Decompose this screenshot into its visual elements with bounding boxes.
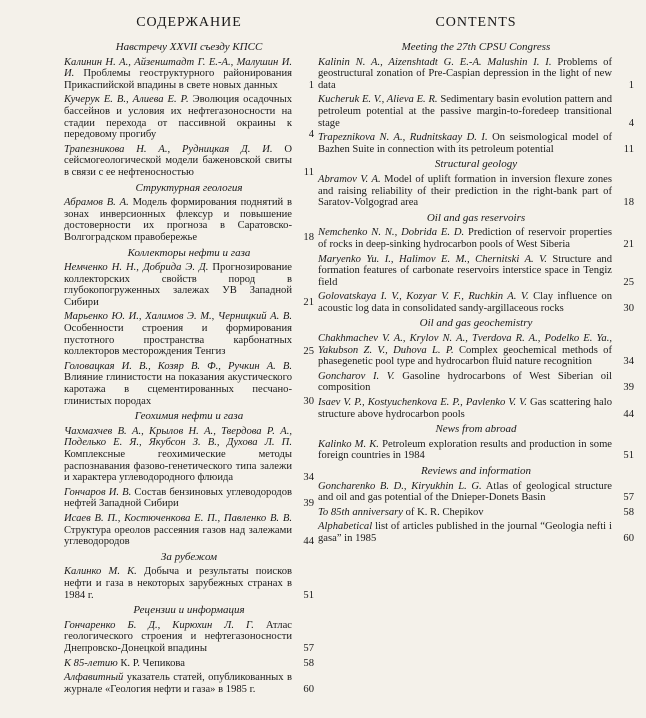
toc-entry — [64, 197, 314, 243]
entry-text — [318, 174, 612, 209]
entry-authors: Goncharov I. V. — [318, 370, 395, 382]
toc-entry — [64, 361, 314, 407]
entry-authors: Трапезникова Н. А., Рудницкая Д. И. — [64, 143, 273, 155]
toc-entry — [64, 566, 314, 601]
russian-sections — [64, 42, 314, 695]
entry-authors: Goncharenko B. D., Kiryukhin L. G. — [318, 480, 482, 492]
entry-title: Особенности строения и формирования пустотного пространства карбонатных коллекторов месторождения Тенгиз — [64, 323, 292, 358]
entry-authors: Головацкая И. В., Козяр В. Ф., Ручкин А. В. — [64, 360, 292, 372]
toc-entry — [64, 513, 314, 548]
entry-page-number: 4 — [628, 117, 634, 129]
entry-page-number: 51 — [303, 589, 314, 601]
entry-authors: To 85th anniversary — [318, 506, 403, 518]
entry-page-number: 18 — [623, 197, 634, 209]
russian-contents-column — [64, 6, 314, 698]
entry-title: Модель формирования поднятий в зонах инверсионных флексур и повышение достоверности их прогноза в Саратовско-Волгоградском правобережье — [64, 197, 292, 243]
toc-entry — [318, 132, 634, 155]
entry-title: On seismological model of Bazhen Suite in connection with its petroleum potential — [318, 132, 613, 155]
entry-page-number: 25 — [623, 276, 634, 288]
entry-authors: Абрамов В. А. — [64, 197, 129, 209]
entry-text — [318, 94, 612, 129]
english-sections — [318, 42, 634, 545]
entry-text — [64, 311, 292, 357]
entry-title: Атлас геологического строения и нефтегазоносности Днепровско-Донецкой впадины — [64, 619, 292, 654]
entry-text — [64, 426, 292, 484]
entry-authors: Alphabetical — [318, 521, 373, 533]
entry-text — [318, 254, 612, 289]
entry-page-number: 11 — [303, 166, 314, 178]
entry-page-number: 57 — [303, 642, 314, 654]
toc-entry — [318, 291, 634, 314]
toc-entry — [318, 521, 634, 544]
entry-text — [318, 397, 612, 420]
toc-entry — [318, 254, 634, 289]
section-heading: Structural geology — [434, 158, 518, 171]
entry-authors: Исаев В. П., Костюченкова Е. П., Павленко В. В. — [64, 512, 292, 524]
entry-authors: Kalinin N. A., Aizenshtadt G. E.-A. Malushin I. I. — [318, 56, 552, 68]
toc-entry — [64, 487, 314, 510]
section-heading: Meeting the 27th CPSU Congress — [401, 41, 551, 53]
entry-authors: Гончаров И. В. — [64, 486, 132, 498]
entry-title: К. Р. Чепикова — [120, 657, 185, 669]
entry-title: Atlas of geological structure and oil and gas potential of the Dnieper-Donets Basin — [318, 480, 612, 504]
entry-authors: Kucheruk E. V., Alieva E. R. — [318, 94, 438, 106]
entry-authors: Калинин Н. А., Айзенштадт Г. Е.-А., Малушин И. И. — [64, 56, 292, 80]
english-contents-column — [318, 6, 634, 548]
toc-entry — [318, 174, 634, 209]
entry-text — [64, 144, 292, 179]
entry-page-number: 21 — [303, 296, 314, 308]
section-heading: Reviews and information — [421, 465, 531, 477]
entry-text — [318, 57, 612, 92]
section-heading: Коллекторы нефти и газа — [127, 246, 251, 259]
entry-title: Состав бензиновых углеводородов нефтей Западной Сибири — [64, 486, 292, 510]
entry-text — [318, 481, 612, 504]
toc-entry — [64, 94, 314, 140]
entry-title: Эволюция осадочных бассейнов и условия их нефтегазоносности на стадии перехода от пассивной окраины к передовому прогибу — [64, 94, 292, 141]
toc-entry — [64, 262, 314, 308]
entry-title: Model of uplift formation in inversion flexure zones and raising reliability of their prediction in the right-bank part of Saratov-Volgograd area — [318, 173, 612, 209]
entry-title: Gas scattering halo structure above hydrocarbon pools — [318, 397, 612, 420]
entry-page-number: 44 — [303, 536, 314, 548]
entry-text — [318, 132, 612, 155]
entry-title: Sedimentary basin evolution pattern and petroleum potential at the passive margin-to-foredeep transitional stage — [318, 94, 612, 129]
entry-authors: Марьенко Ю. И., Халимов Э. М., Черницкий А. В. — [64, 311, 292, 323]
entry-text — [64, 672, 292, 695]
toc-entry — [318, 94, 634, 129]
entry-page-number: 34 — [303, 472, 314, 484]
entry-page-number: 39 — [303, 498, 314, 510]
entry-page-number: 18 — [303, 231, 314, 243]
entry-title: Clay influence on acoustic log data in consolidated sandy-argillaceous rocks — [318, 291, 613, 314]
entry-page-number: 57 — [623, 492, 634, 504]
entry-page-number: 58 — [303, 657, 314, 669]
toc-entry — [64, 672, 314, 695]
entry-page-number: 34 — [623, 356, 634, 368]
toc-entry — [64, 311, 314, 357]
entry-text — [318, 333, 612, 368]
toc-entry — [318, 439, 634, 462]
entry-text — [64, 262, 292, 308]
toc-entry — [318, 397, 634, 420]
entry-title: О сейсмогеологической модели баженовской свиты в связи с ее нефтеносностью — [64, 143, 292, 178]
toc-entry — [318, 57, 634, 92]
entry-authors: Trapeznikova N. A., Rudnitskaay D. I. — [318, 132, 488, 144]
entry-authors: Abramov V. A. — [318, 173, 381, 185]
russian-contents-title: СОДЕРЖАНИЕ — [136, 15, 242, 30]
entry-authors: Гончаренко Б. Д., Кирюхин Л. Г. — [64, 619, 254, 631]
toc-entry — [64, 658, 314, 670]
section-heading: Структурная геология — [135, 181, 243, 194]
entry-authors: Golovatskaya I. V., Kozyar V. F., Ruchkin A. V. — [318, 291, 529, 303]
entry-text — [64, 658, 292, 670]
entry-page-number: 60 — [623, 532, 634, 544]
entry-text — [64, 57, 292, 92]
entry-page-number: 51 — [623, 450, 634, 462]
entry-title: Прогнозирование коллекторских свойств пород в глубокопогруженных залежах УВ Западной Сибири — [64, 262, 292, 308]
entry-authors: Алфавитный — [64, 672, 124, 684]
entry-page-number: 25 — [303, 346, 314, 358]
entry-title: Complex geochemical methods of phasegenetic pool type and hydrocarbon fluid nature recognition — [318, 344, 612, 368]
entry-text — [64, 513, 292, 548]
entry-authors: Кучерук Е. В., Алиева Е. Р. — [64, 94, 189, 106]
entry-text — [64, 197, 292, 243]
entry-title: указатель статей, опубликованных в журнале «Геология нефти и газа» в 1985 г. — [64, 672, 292, 695]
section-heading: Oil and gas geochemistry — [419, 317, 533, 330]
entry-title: list of articles published in the journal “Geologia nefti i gasa” in 1985 — [318, 521, 612, 544]
section-heading: News from abroad — [435, 423, 517, 436]
entry-title: Structure and formation features of carbonate reservoirs interstice space in Tengiz field — [318, 253, 612, 288]
entry-authors: Чахмахчев В. А., Крылов Н. А., Твердова Р. А., Поделько Е. Я., Якубсон З. В., Духова Л. П. — [64, 425, 292, 449]
toc-entry — [318, 333, 634, 368]
entry-authors: Калинко М. К. — [64, 566, 137, 578]
entry-page-number: 30 — [623, 302, 634, 314]
section-heading: За рубежом — [160, 550, 218, 563]
entry-page-number: 21 — [623, 238, 634, 250]
entry-title: Структура ореолов рассеяния газов над залежами углеводородов — [64, 524, 292, 548]
entry-page-number: 30 — [303, 395, 314, 407]
toc-entry — [318, 507, 634, 519]
entry-text — [318, 371, 612, 394]
entry-title: Комплексные геохимические методы распознавания фазово-генетического типа залежи и характера углеводородного флюида — [64, 449, 292, 484]
section-heading: Oil and gas reservoirs — [426, 211, 526, 224]
entry-text — [318, 507, 612, 519]
entry-title: Проблемы геоструктурного районирования Прикаспийской впадины в свете новых данных — [64, 68, 293, 91]
entry-authors: Nemchenko N. N., Dobrida E. D. — [318, 227, 465, 239]
entry-authors: Kalinko M. K. — [318, 438, 379, 450]
entry-title: Prediction of reservoir properties of rocks in deep-sinking hydrocarbon pools of West Siberia — [318, 227, 613, 250]
entry-page-number: 1 — [628, 79, 634, 91]
section-heading: Навстречу XXVII съезду КПСС — [115, 41, 263, 53]
toc-entry — [64, 620, 314, 655]
toc-entry — [64, 426, 314, 484]
entry-page-number: 58 — [623, 506, 634, 518]
entry-page-number: 39 — [623, 382, 634, 394]
entry-page-number: 11 — [623, 143, 634, 155]
english-contents-title: CONTENTS — [435, 15, 517, 30]
entry-text — [64, 566, 292, 601]
entry-page-number: 4 — [308, 129, 314, 141]
section-heading: Рецензии и информация — [133, 604, 245, 617]
toc-entry — [64, 57, 314, 92]
toc-entry — [318, 481, 634, 504]
entry-text — [318, 227, 612, 250]
entry-title: Влияние глинистости на показания акустического каротажа в сцементированных песчано-глинистых породах — [64, 372, 292, 407]
entry-authors: Isaev V. P., Kostyuchenkova E. P., Pavlenko V. V. — [318, 397, 527, 409]
toc-entry — [318, 227, 634, 250]
entry-page-number: 60 — [303, 683, 314, 695]
section-heading: Геохимия нефти и газа — [134, 410, 244, 423]
entry-title: Problems of geostructural zonation of Pre-Caspian depression in the light of new data — [318, 56, 612, 91]
entry-text — [64, 361, 292, 407]
entry-page-number: 1 — [308, 79, 314, 91]
entry-text — [318, 521, 612, 544]
toc-entry — [64, 144, 314, 179]
entry-text — [64, 487, 292, 510]
entry-authors: К 85-летию — [64, 657, 118, 669]
entry-authors: Maryenko Yu. I., Halimov E. M., Chernitski A. V. — [318, 253, 547, 265]
entry-title: Добыча и результаты поисков нефти и газа в некоторых зарубежных странах в 1984 г. — [64, 566, 292, 601]
entry-authors: Немченко Н. Н., Добрида Э. Д. — [64, 262, 209, 274]
entry-text — [64, 620, 292, 655]
entry-title: Petroleum exploration results and production in some foreign countries in 1984 — [318, 438, 613, 462]
entry-title: Gasoline hydrocarbons of West Siberian oil composition — [318, 370, 612, 394]
entry-page-number: 44 — [623, 408, 634, 420]
entry-text — [64, 94, 292, 140]
entry-authors: Chakhmachev V. A., Krylov N. A., Tverdova R. A., Podelko E. Ya., Yakubson Z. V., Duhova L. P. — [318, 333, 612, 356]
entry-title: of K. R. Chepikov — [405, 506, 484, 518]
entry-text — [318, 439, 612, 462]
toc-entry — [318, 371, 634, 394]
entry-text — [318, 291, 612, 314]
